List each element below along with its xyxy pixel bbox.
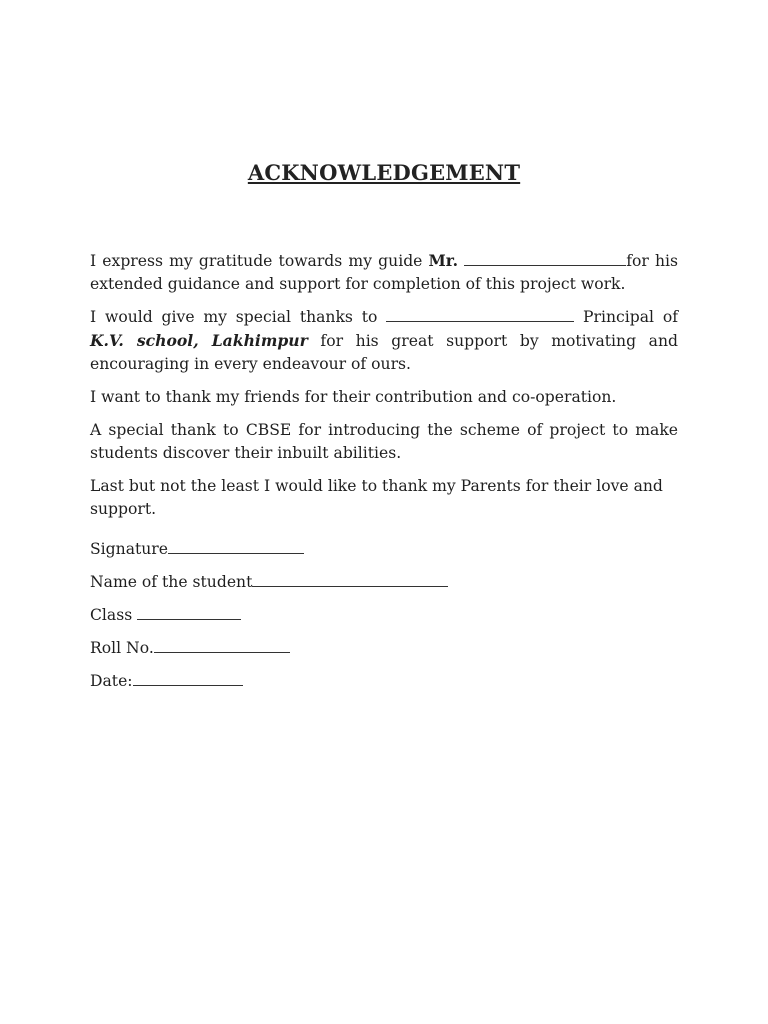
paragraph-principal-mid: Principal of <box>574 308 678 326</box>
signature-blank <box>168 539 304 554</box>
class-field <box>90 604 448 637</box>
paragraph-guide <box>90 249 678 296</box>
paragraph-guide-intro: I express my gratitude towards my guide <box>90 252 429 270</box>
acknowledgement-body <box>90 249 678 531</box>
roll-no-label: Roll No. <box>90 639 154 657</box>
guide-name-blank <box>464 251 626 266</box>
paragraph-principal <box>90 306 678 376</box>
paragraph-cbse: A special thank to CBSE for introducing the scheme of project to make students discover their inbuilt abilities. <box>90 421 678 462</box>
paragraph-friends: I want to thank my friends for their contribution and co-operation. <box>90 388 617 406</box>
student-details <box>90 538 448 703</box>
paragraph-principal-intro: I would give my special thanks to <box>90 308 387 326</box>
date-blank <box>133 671 243 686</box>
paragraph-principal-rest: for his great support by motivating and encouraging in every endeavour of ours. <box>90 332 679 373</box>
school-name: K.V. school, Lakhimpur <box>90 331 308 350</box>
roll-no-field <box>90 637 448 670</box>
student-name-blank <box>252 572 448 587</box>
class-blank <box>137 605 241 620</box>
paragraph-guide-rest: for his extended guidance and support for completion of this project work. <box>90 252 678 293</box>
page-title: ACKNOWLEDGEMENT <box>247 160 521 185</box>
paragraph-parents: Last but not the least I would like to thank my Parents for their love and support. <box>90 477 663 518</box>
signature-field <box>90 538 448 571</box>
roll-no-blank <box>154 638 290 653</box>
date-field <box>90 670 448 703</box>
student-name-field <box>90 571 448 604</box>
student-name-label: Name of the student <box>90 573 253 591</box>
date-label: Date: <box>90 672 133 690</box>
class-label: Class <box>90 606 138 624</box>
guide-title: Mr. <box>428 251 459 270</box>
principal-name-blank <box>386 307 574 322</box>
signature-label: Signature <box>90 540 168 558</box>
